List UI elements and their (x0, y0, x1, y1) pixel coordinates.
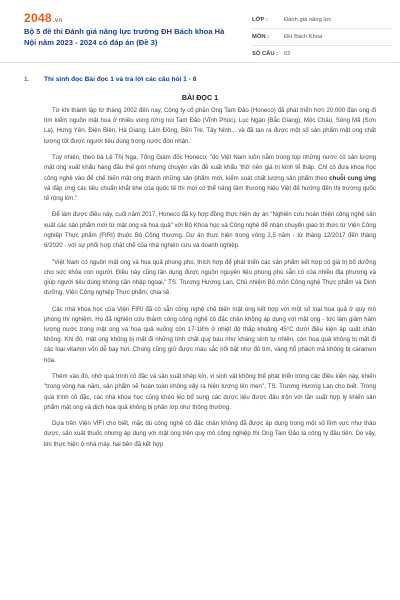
meta-label: MÔN : (252, 34, 270, 40)
reading-title: BÀI ĐỌC 1 (181, 93, 219, 102)
reading-paragraph: Thêm vào đó, nhờ quá trình cô đặc và sản xuất khép kín, vi sinh vật không thể phát triển trong các điều kiện này, khiến "trong vòng hai năm, sản phẩm sẽ hoàn toàn không xảy ra hiện tượng lên men", TS. Trương Hương Lan cho biết. Trong quá trình cô đặc, các nhà khoa học cũng khéo léo bổ sung các dược liệu được đảo trộn với tần suất hợp lý khiến sản phẩm mật ong và dịch hoa quả không bị phân lớp như thông thường. (44, 373, 376, 411)
meta-row-class (252, 12, 392, 29)
exam-title: Bộ 5 đề thi Đánh giá năng lực trường ĐH Bách khoa Hà Nội năm 2023 - 2024 có đáp án (Đề 3) (24, 27, 225, 47)
meta-value: ĐH Bách Khoa (284, 34, 323, 40)
meta-row-subject (252, 29, 392, 46)
meta-label: SỐ CÂU : (252, 51, 279, 57)
question-text: Thí sinh đọc Bài đọc 1 và trả lời các câu hỏi 1 - 8 (44, 76, 197, 83)
meta-label: LỚP : (252, 17, 268, 23)
meta-value: Đánh giá năng lực (284, 17, 332, 23)
site-logo[interactable]: 2048.vn (24, 11, 63, 25)
reading-paragraph: Dựa trên Viện VIFI cho biết, mặc dù công nghệ cô đặc chân không đã được áp dụng trong một số lĩnh vực như thảo dược, sản xuất thuốc nhưng áp dụng với mật ong trên quy mô công nghiệp thì Ong Tam Đảo là công ty đầu tiên. Do vậy, khi thực hiện ở nhà máy, hai bên đã kết hợp (44, 420, 376, 448)
exam-meta (252, 12, 392, 63)
question-content (24, 76, 376, 456)
reading-paragraph: Tuy nhiên, theo bà Lê Thị Nga, Tổng Giám đốc Honeco, "do Việt Nam luôn nằm trong top những nước có sản lượng mật ong xuất khẩu hàng đầu thế giới nhưng chuyện vấn đề xuất khẩu 'thô' nên giá trị kinh tế thấp. Chỉ có đưa khoa học công nghệ vào để chế biến mật ong thành những sản phẩm mới, kiểm soát chất lượng sản phẩm theo chuỗi cung ứng và đáp ứng các tiêu chuẩn khắt khe của quốc tế thì mới có thể nâng tầm thương hiệu Việt để hướng đến thị trường quốc tế rộng lớn." (44, 154, 376, 202)
question-line (24, 76, 376, 83)
meta-value: 62 (284, 51, 291, 57)
meta-row-question-count (252, 46, 392, 63)
reading-paragraph: Các nhà khoa học của Viện FIRI đã có sẵn công nghệ chế biến mật ong kết hợp với một số loại hoa quả ở quy mô phòng thí nghiệm. Họ đã nghiên cứu thành công công nghệ cô đặc chân không áp dụng với mật ong - tức làm giảm hàm lượng nước trong mật ong và hoa quả xuống còn 17-18% ở nhiệt độ thấp khoảng 45°C dưới điều kiện áp suất chân không. Khi đó, mật ong không bị mất đi những tính chất quý báu như kháng sinh tự nhiên, còn hoa quả không bị mất đi các loại vitamin vốn dễ bay hơi. Chúng cũng giữ được màu sắc nổi bật như đỏ tím, vàng hổ phách mà không bị caramen hóa. (44, 305, 376, 364)
question-number: 1. (24, 76, 30, 83)
page-header (0, 0, 400, 63)
reading-paragraph: "Việt Nam có nguồn mật ong và hoa quả phong phú, thích hợp để phát triển các sản phẩm kết hợp có giá trị bổ dưỡng cho sức khỏe con người. Điều này cũng tận dụng được nguồn nguyên liệu phong phú sẵn có của nhiều địa phương và giúp người tiêu dùng không cần nhập ngoại," TS. Trương Hương Lan, Chủ nhiệm Bộ môn Công nghệ Thực phẩm và Dinh dưỡng, Viện Công nghiệp Thực phẩm, chia sẻ. (44, 258, 376, 297)
bold-term: chuỗi cung ứng (329, 174, 376, 182)
reading-paragraph: Từ khi thành lập từ tháng 2002 đến nay, Công ty cổ phần Ong Tam Đảo (Honeco) đã phát triển hơn 20.000 đàn ong đi tìm kiếm nguồn mật hoa ở nhiều vùng rừng núi Tam Đảo (Vĩnh Phúc), Lục Ngạn (Bắc Giang), Mộc Châu, Sông Mã (Sơn La), Hưng Yên, Điện Biên, Hà Giang, Lâm Đồng, Bến Tre, Tây Ninh... và đã tạo ra được một số sản phẩm mật ong chất lượng tốt được người tiêu dùng trong nước đón nhận. (44, 107, 376, 145)
reading-paragraph: Để làm được điều này, cuối năm 2017, Honeco đã ký hợp đồng thực hiện dự án "Nghiên cứu hoàn thiện công nghệ sản xuất các sản phẩm mới từ mật ong và hoa quả" với Bộ Khoa học và Công nghệ để nhận chuyển giao tri thức từ Viện Công nghiệp Thực phẩm (FIRI) thuộc Bộ Công thương. Dự án thực hiện trong vòng 2,5 năm - từ tháng 12/2017 đến tháng 6/2020 - với sự phối hợp chặt chẽ của nhà nghiên cứu và doanh nghiệp. (44, 211, 376, 250)
